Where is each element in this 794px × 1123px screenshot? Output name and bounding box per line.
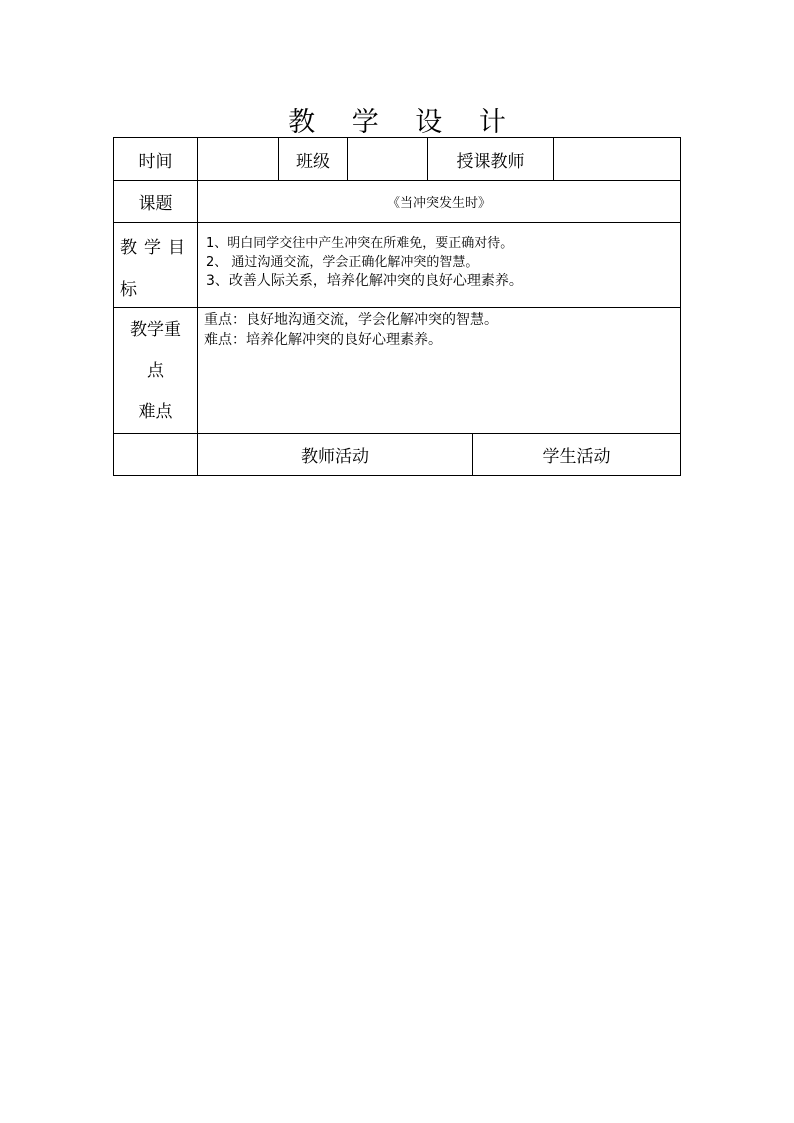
header-row bbox=[114, 138, 681, 181]
topic-label: 课题 bbox=[114, 181, 198, 223]
objectives-label-line1: 教学目 bbox=[120, 238, 192, 258]
key-points-row bbox=[114, 308, 681, 434]
objectives-list bbox=[198, 223, 681, 308]
teacher-activity-header: 教师活动 bbox=[198, 434, 473, 476]
topic-value: 《当冲突发生时》 bbox=[198, 181, 681, 223]
student-activity-header: 学生活动 bbox=[473, 434, 681, 476]
objectives-row bbox=[114, 223, 681, 308]
teacher-value bbox=[554, 138, 681, 181]
objective-item-1: 1、明白同学交往中产生冲突在所难免，要正确对待。 bbox=[206, 236, 514, 251]
objectives-label-line2: 标 bbox=[120, 280, 137, 300]
key-points-label-cell bbox=[114, 308, 198, 434]
key-points-label-line1: 教学重 bbox=[130, 320, 181, 340]
document-title: 教 学 设 计 bbox=[288, 107, 520, 138]
objective-item-3: 3、改善人际关系，培养化解冲突的良好心理素养。 bbox=[206, 273, 523, 289]
activities-empty-cell bbox=[114, 434, 198, 476]
time-label: 时间 bbox=[114, 138, 198, 181]
lesson-plan-table bbox=[113, 137, 681, 476]
class-label: 班级 bbox=[279, 138, 348, 181]
key-points-label-line3: 难点 bbox=[138, 402, 173, 422]
class-value bbox=[348, 138, 428, 181]
topic-row bbox=[114, 181, 681, 223]
objective-item-2: 2、 通过沟通交流，学会正确化解冲突的智慧。 bbox=[206, 255, 479, 270]
key-points-content bbox=[198, 308, 681, 434]
key-focus: 重点：良好地沟通交流，学会化解冲突的智慧。 bbox=[204, 312, 498, 328]
activities-row bbox=[114, 434, 681, 476]
key-points-label-line2: 点 bbox=[147, 361, 164, 381]
objectives-label-cell bbox=[114, 223, 198, 308]
time-value bbox=[198, 138, 279, 181]
key-difficulty: 难点：培养化解冲突的良好心理素养。 bbox=[204, 332, 442, 348]
teacher-label: 授课教师 bbox=[428, 138, 554, 181]
